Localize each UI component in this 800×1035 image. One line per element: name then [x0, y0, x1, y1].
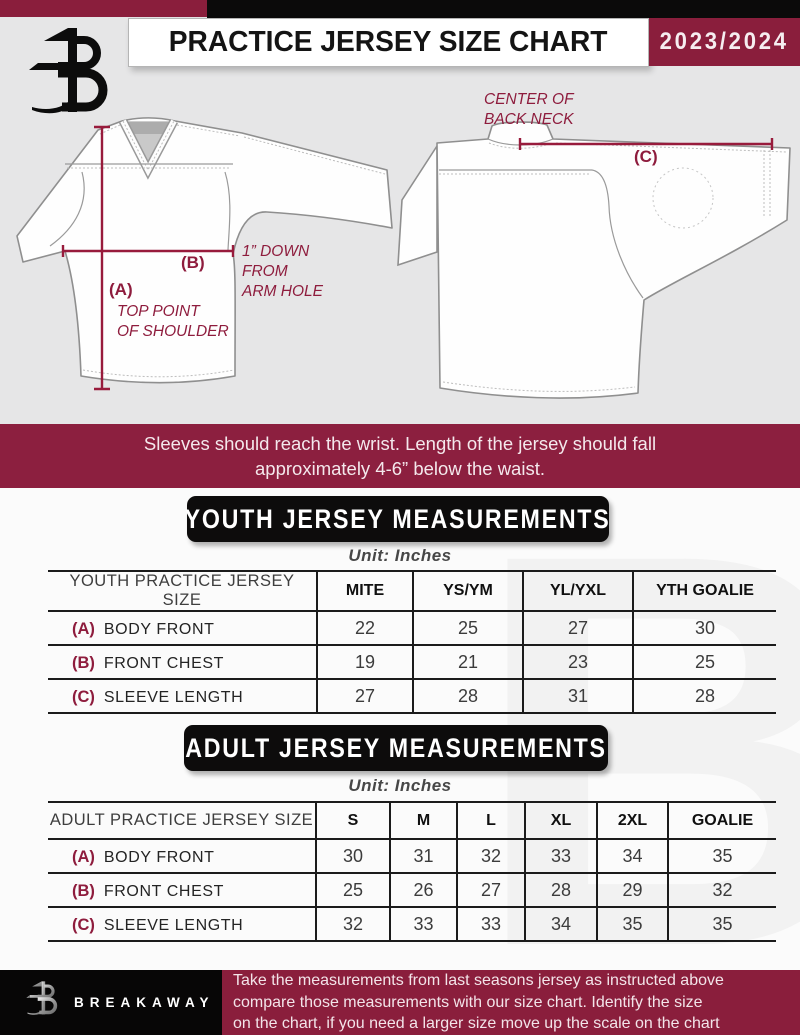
measurement-key: (A) [72, 847, 95, 866]
youth-measurements-table [48, 570, 776, 714]
table-row [48, 679, 776, 713]
measurement-value-cell: 33 [457, 907, 525, 941]
measurement-value-cell: 27 [317, 679, 413, 713]
table-row [48, 645, 776, 679]
measurement-value-cell: 27 [457, 873, 525, 907]
measurement-label-cell [48, 873, 316, 907]
measurement-value-cell: 26 [390, 873, 457, 907]
measurement-key: (C) [72, 915, 95, 934]
table-header-row [48, 571, 776, 611]
measurement-value-cell: 30 [633, 611, 776, 645]
top-maroon-strip [0, 0, 207, 17]
measurement-value-cell: 29 [597, 873, 668, 907]
measurement-value-cell: 32 [457, 839, 525, 873]
table-row [48, 839, 776, 873]
measurement-value-cell: 32 [316, 907, 390, 941]
measurement-key: (A) [72, 619, 95, 638]
measurement-name: SLEEVE LENGTH [103, 688, 244, 706]
youth-section-banner [187, 496, 609, 542]
adult-unit-label: Unit: Inches [348, 776, 452, 795]
point-b-label: (B) [181, 253, 205, 272]
measurement-value-cell: 35 [597, 907, 668, 941]
size-column-header: XL [525, 802, 597, 839]
top-point-note: TOP POINT OF SHOULDER [117, 303, 229, 340]
measurement-value-cell: 30 [316, 839, 390, 873]
footer-brand-name: BREAKAWAY [74, 995, 215, 1010]
arm-hole-note: 1” DOWN FROM ARM HOLE [242, 243, 323, 300]
size-column-header: S [316, 802, 390, 839]
measurement-key: (C) [72, 687, 95, 706]
table-row [48, 611, 776, 645]
page-title: PRACTICE JERSEY SIZE CHART [169, 26, 608, 58]
measurement-value-cell: 28 [633, 679, 776, 713]
measurement-value-cell: 34 [525, 907, 597, 941]
point-c-label: (C) [634, 147, 658, 166]
jersey-front-diagram [15, 108, 407, 398]
measurement-value-cell: 23 [523, 645, 633, 679]
measurement-value-cell: 21 [413, 645, 523, 679]
measurement-key: (B) [72, 881, 95, 900]
measurement-value-cell: 27 [523, 611, 633, 645]
size-category-header: ADULT PRACTICE JERSEY SIZE [48, 802, 316, 839]
footer-instructions-box [222, 970, 800, 1035]
measurement-label-cell [48, 679, 317, 713]
footer-breakaway-logo-icon [24, 979, 64, 1027]
size-column-header: GOALIE [668, 802, 776, 839]
measurement-name: BODY FRONT [103, 848, 215, 866]
measurement-value-cell: 25 [316, 873, 390, 907]
measurement-name: FRONT CHEST [103, 654, 224, 672]
measurement-label-cell [48, 611, 317, 645]
size-column-header: L [457, 802, 525, 839]
size-column-header: YL/YXL [523, 571, 633, 611]
size-column-header: MITE [317, 571, 413, 611]
measurement-value-cell: 31 [523, 679, 633, 713]
measurement-value-cell: 33 [525, 839, 597, 873]
footer-note-line1: Take the measurements from last seasons jersey as instructed above [233, 972, 724, 990]
measurement-value-cell: 28 [525, 873, 597, 907]
measurement-value-cell: 25 [633, 645, 776, 679]
measurement-value-cell: 33 [390, 907, 457, 941]
size-column-header: YS/YM [413, 571, 523, 611]
table-row [48, 907, 776, 941]
season-badge [649, 18, 800, 66]
page-title-box [128, 18, 649, 67]
footer-note-line2: compare those measurements with our size chart. Identify the size [233, 993, 703, 1011]
jersey-back-diagram [396, 110, 793, 405]
measurement-value-cell: 35 [668, 839, 776, 873]
measurement-value-cell: 19 [317, 645, 413, 679]
adult-measurements-table [48, 801, 776, 942]
adult-section-banner [184, 725, 608, 771]
size-category-header: YOUTH PRACTICE JERSEY SIZE [48, 571, 317, 611]
measurement-value-cell: 35 [668, 907, 776, 941]
measurement-name: FRONT CHEST [103, 882, 224, 900]
season-label: 2023/2024 [659, 28, 790, 55]
measurement-key: (B) [72, 653, 95, 672]
center-back-neck-note: CENTER OF BACK NECK [484, 91, 574, 128]
table-header-row [48, 802, 776, 839]
footer-note-line3: on the chart, if you need a larger size move up the scale on the chart [233, 1015, 720, 1033]
sleeve-note-line2: approximately 4-6” below the waist. [255, 458, 545, 479]
sleeve-note-line1: Sleeves should reach the wrist. Length of the jersey should fall [143, 433, 657, 454]
measurement-value-cell: 25 [413, 611, 523, 645]
measurement-value-cell: 31 [390, 839, 457, 873]
size-column-header: YTH GOALIE [633, 571, 776, 611]
size-column-header: 2XL [597, 802, 668, 839]
sleeve-note-banner [0, 424, 800, 488]
point-a-label: (A) [109, 280, 133, 299]
measurement-value-cell: 32 [668, 873, 776, 907]
measurement-name: BODY FRONT [103, 620, 215, 638]
measurement-name: SLEEVE LENGTH [103, 916, 244, 934]
measurement-value-cell: 34 [597, 839, 668, 873]
youth-unit-label: Unit: Inches [348, 546, 452, 565]
size-column-header: M [390, 802, 457, 839]
adult-banner-title: ADULT JERSEY MEASUREMENTS [185, 732, 607, 763]
measurement-value-cell: 28 [413, 679, 523, 713]
table-row [48, 873, 776, 907]
footer-brand-box [0, 970, 222, 1035]
youth-banner-title: YOUTH JERSEY MEASUREMENTS [185, 503, 611, 534]
measurement-value-cell: 22 [317, 611, 413, 645]
measurement-label-cell [48, 907, 316, 941]
measurement-label-cell [48, 839, 316, 873]
top-black-strip [207, 0, 800, 18]
measurement-label-cell [48, 645, 317, 679]
